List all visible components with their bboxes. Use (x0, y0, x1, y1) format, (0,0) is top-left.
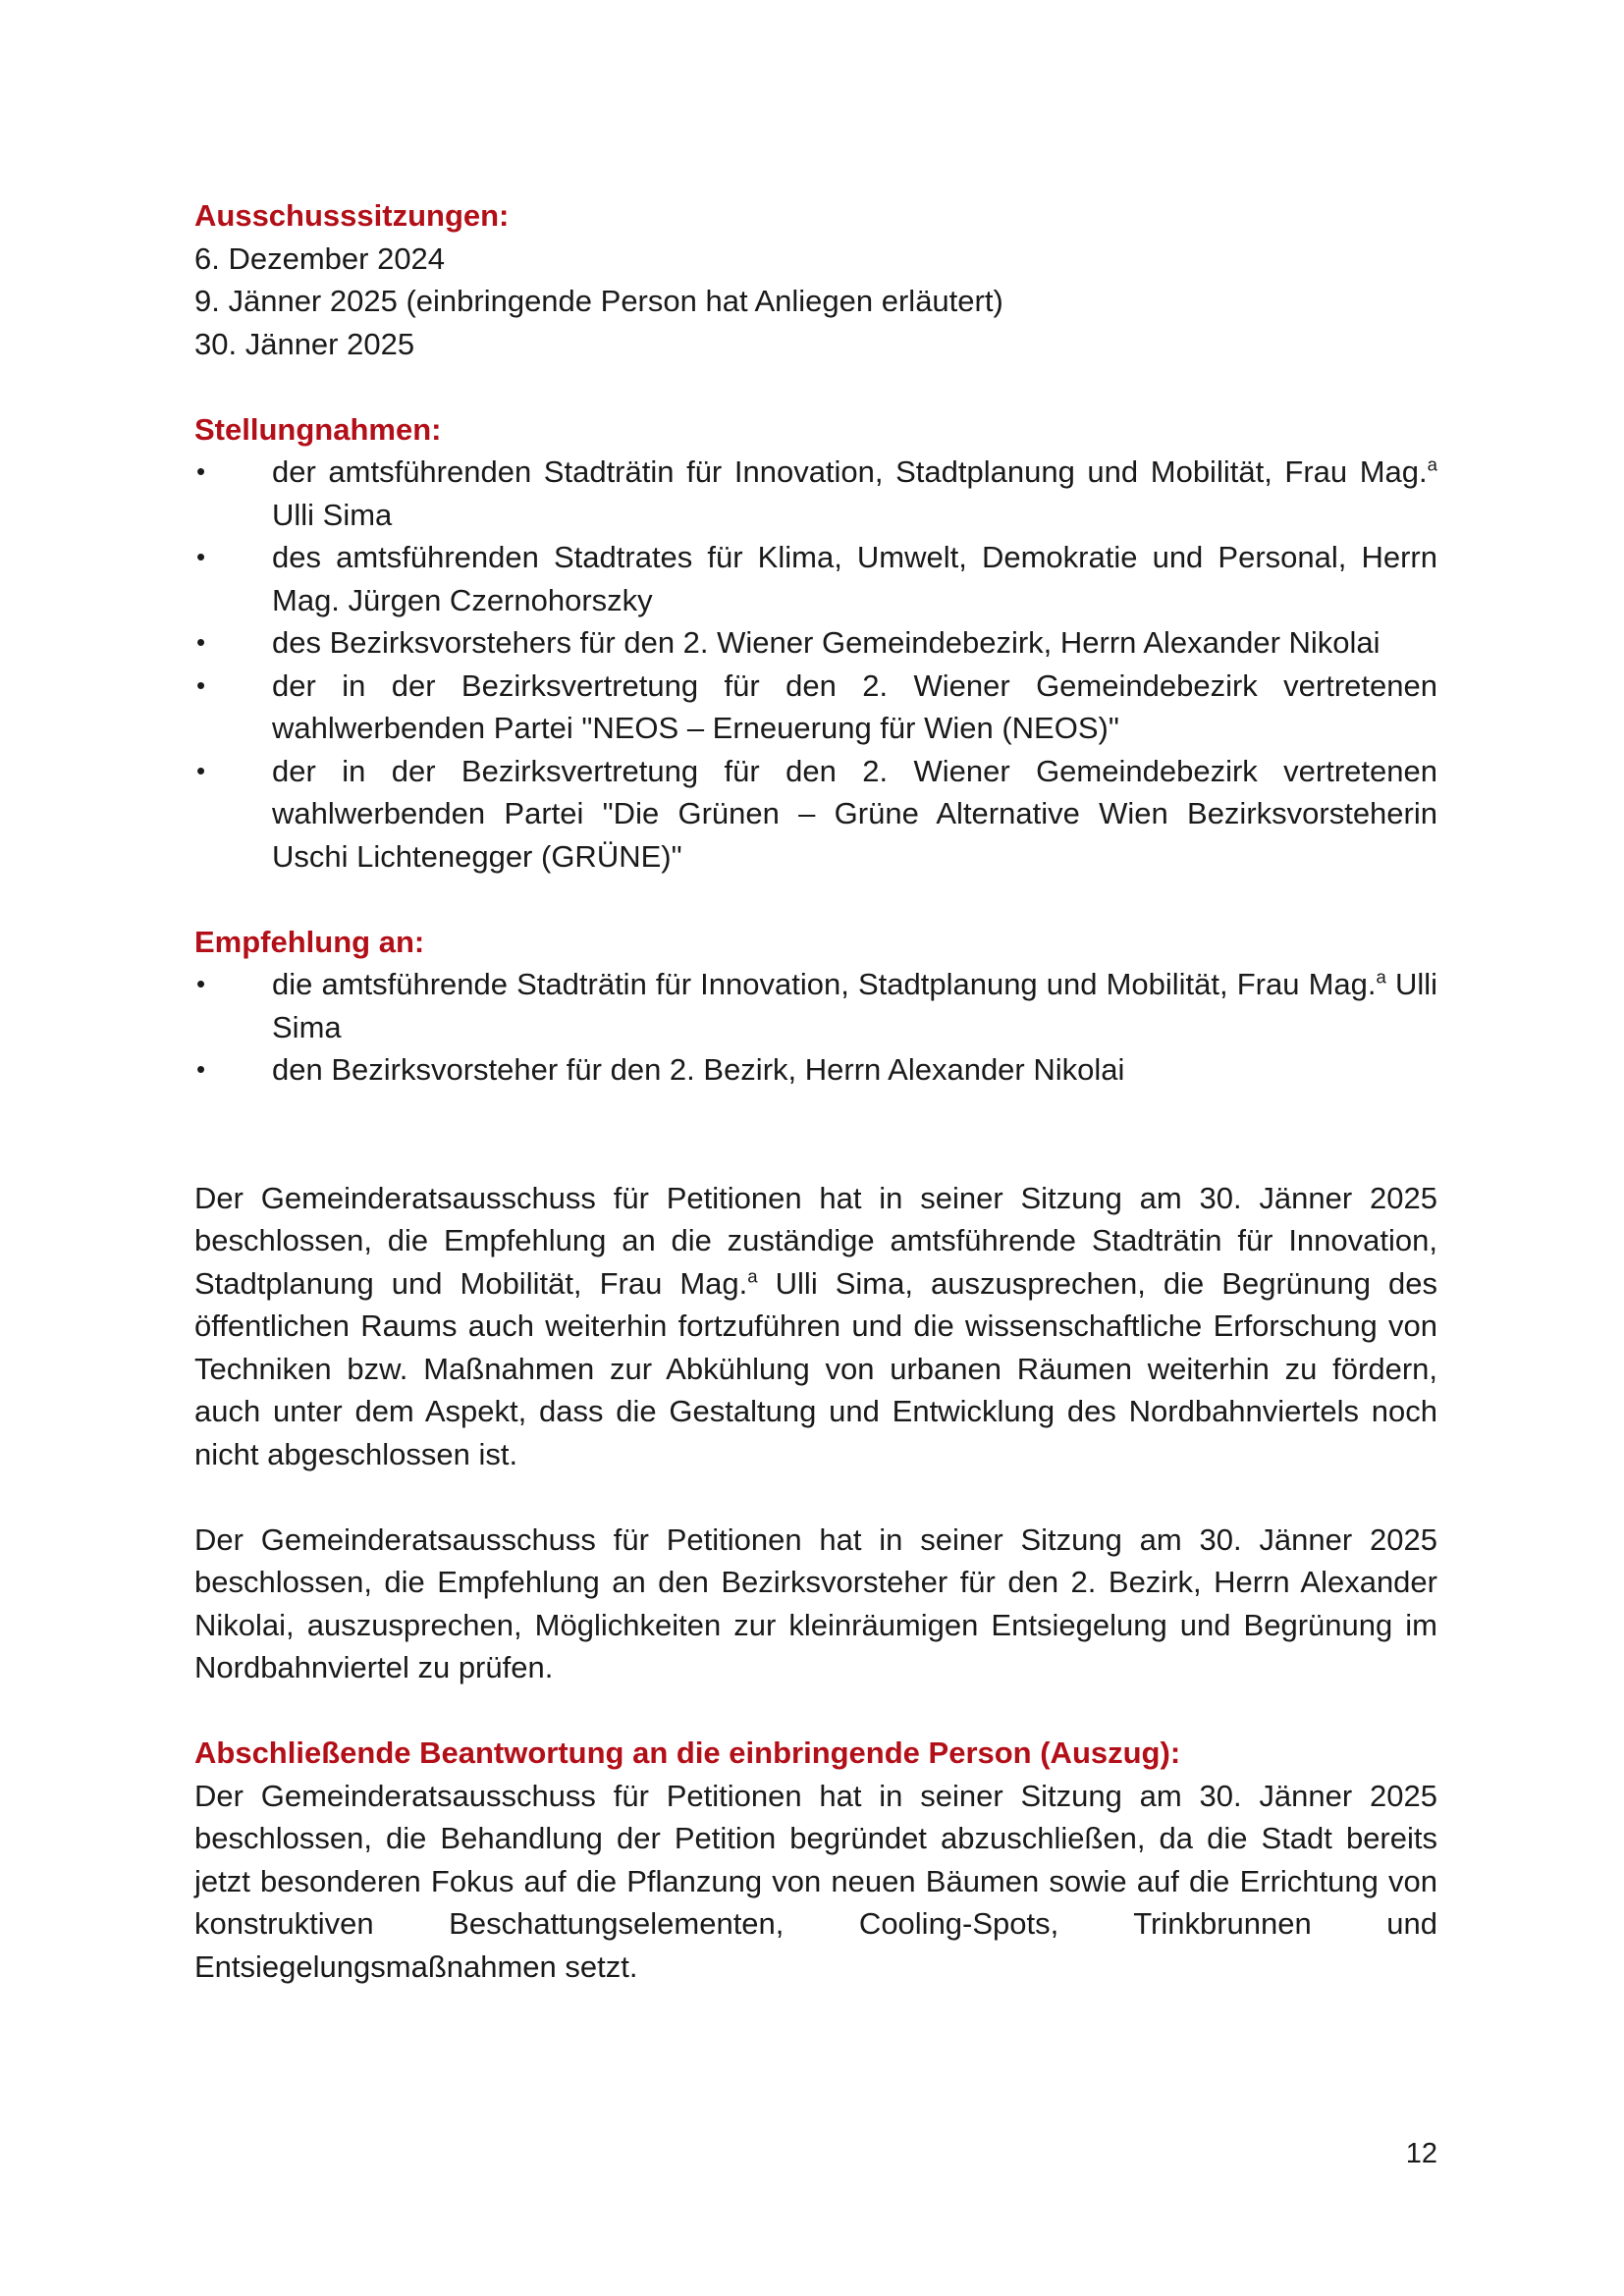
bullet-icon: • (196, 669, 206, 700)
list-item: • der amtsführenden Stadträtin für Innovation, Stadtplanung und Mobilität, Frau Mag.$^a$ Ulli Sima (194, 451, 1437, 536)
bullet-icon: • (196, 456, 206, 486)
list-item: • den Bezirksvorsteher für den 2. Bezirk, Herrn Alexander Nikolai (194, 1048, 1437, 1092)
list-item: • des amtsführenden Stadtrates für Klima, Umwelt, Demokratie und Personal, Herrn Mag. Jürgen Czernohorszky (194, 536, 1437, 621)
decision-paragraph: Der Gemeinderatsausschuss für Petitionen hat in seiner Sitzung am 30. Jänner 2025 beschlossen, die Empfehlung an die zuständige amtsführende Stadträtin für Innovation, Stadtplanung und Mobilität, Frau Mag.$^a$ Ulli Sima, auszusprechen, die Begrünung des öffentlichen Raums auch weiterhin fortzuführen und die wissenschaftliche Erforschung von Techniken bzw. Maßnahmen zur Abkühlung von urbanen Räumen weiterhin zu fördern, auch unter dem Aspekt, dass die Gestaltung und Entwicklung des Nordbahnviertels noch nicht abgeschlossen ist. (194, 1180, 1438, 1471)
final-answer-heading: Abschließende Beantwortung an die einbringende Person (Auszug): (194, 1735, 1181, 1770)
bullet-icon: • (196, 969, 206, 998)
statements-heading: Stellungnahmen: (194, 411, 442, 447)
list-item: • der in der Bezirksvertretung für den 2. Wiener Gemeindebezirk vertretenen wahlwerbenden Partei "NEOS – Erneuerung für Wien (NEOS)" (194, 665, 1437, 750)
list-item: • der in der Bezirksvertretung für den 2. Wiener Gemeindebezirk vertretenen wahlwerbenden Partei "Die Grünen – Grüne Alternative Wien Bezirksvorsteherin Uschi Lichtenegger (GRÜNE)" (194, 750, 1437, 879)
recommendation-heading: Empfehlung an: (194, 924, 425, 959)
document-page (194, 194, 1437, 1988)
list-item: • des Bezirksvorstehers für den 2. Wiener Gemeindebezirk, Herrn Alexander Nikolai (194, 621, 1437, 665)
session-date: 30. Jänner 2025 (194, 326, 415, 361)
decision-paragraph: Der Gemeinderatsausschuss für Petitionen hat in seiner Sitzung am 30. Jänner 2025 beschlossen, die Empfehlung an den Bezirksvorsteher für den 2. Bezirk, Herrn Alexander Nikolai, auszusprechen, Möglichkeiten zur kleinräumigen Entsiegelung und Begrünung im Nordbahnviertel zu prüfen. (194, 1522, 1437, 1684)
bullet-icon: • (196, 1054, 206, 1084)
statements-list (194, 451, 1437, 878)
bullet-icon: • (196, 627, 206, 657)
bullet-icon: • (196, 542, 206, 571)
final-answer-text: Der Gemeinderatsausschuss für Petitionen hat in seiner Sitzung am 30. Jänner 2025 beschlossen, die Behandlung der Petition begründet abzuschließen, da die Stadt bereits jetzt besonderen Fokus auf die Pflanzung von neuen Bäumen sowie auf die Errichtung von konstruktiven Beschattungselementen, Cooling-Spots, Trinkbrunnen und Entsiegelungsmaßnahmen setzt. (194, 1778, 1437, 1984)
page-number: 12 (1405, 2138, 1437, 2169)
recommendation-list (194, 963, 1437, 1092)
session-date: 6. Dezember 2024 (194, 240, 446, 276)
bullet-icon: • (196, 755, 206, 785)
session-date: 9. Jänner 2025 (einbringende Person hat Anliegen erläutert) (194, 284, 1003, 318)
sessions-heading: Ausschusssitzungen: (194, 198, 510, 233)
list-item: • die amtsführende Stadträtin für Innovation, Stadtplanung und Mobilität, Frau Mag.$^a$ Ulli Sima (194, 963, 1437, 1048)
